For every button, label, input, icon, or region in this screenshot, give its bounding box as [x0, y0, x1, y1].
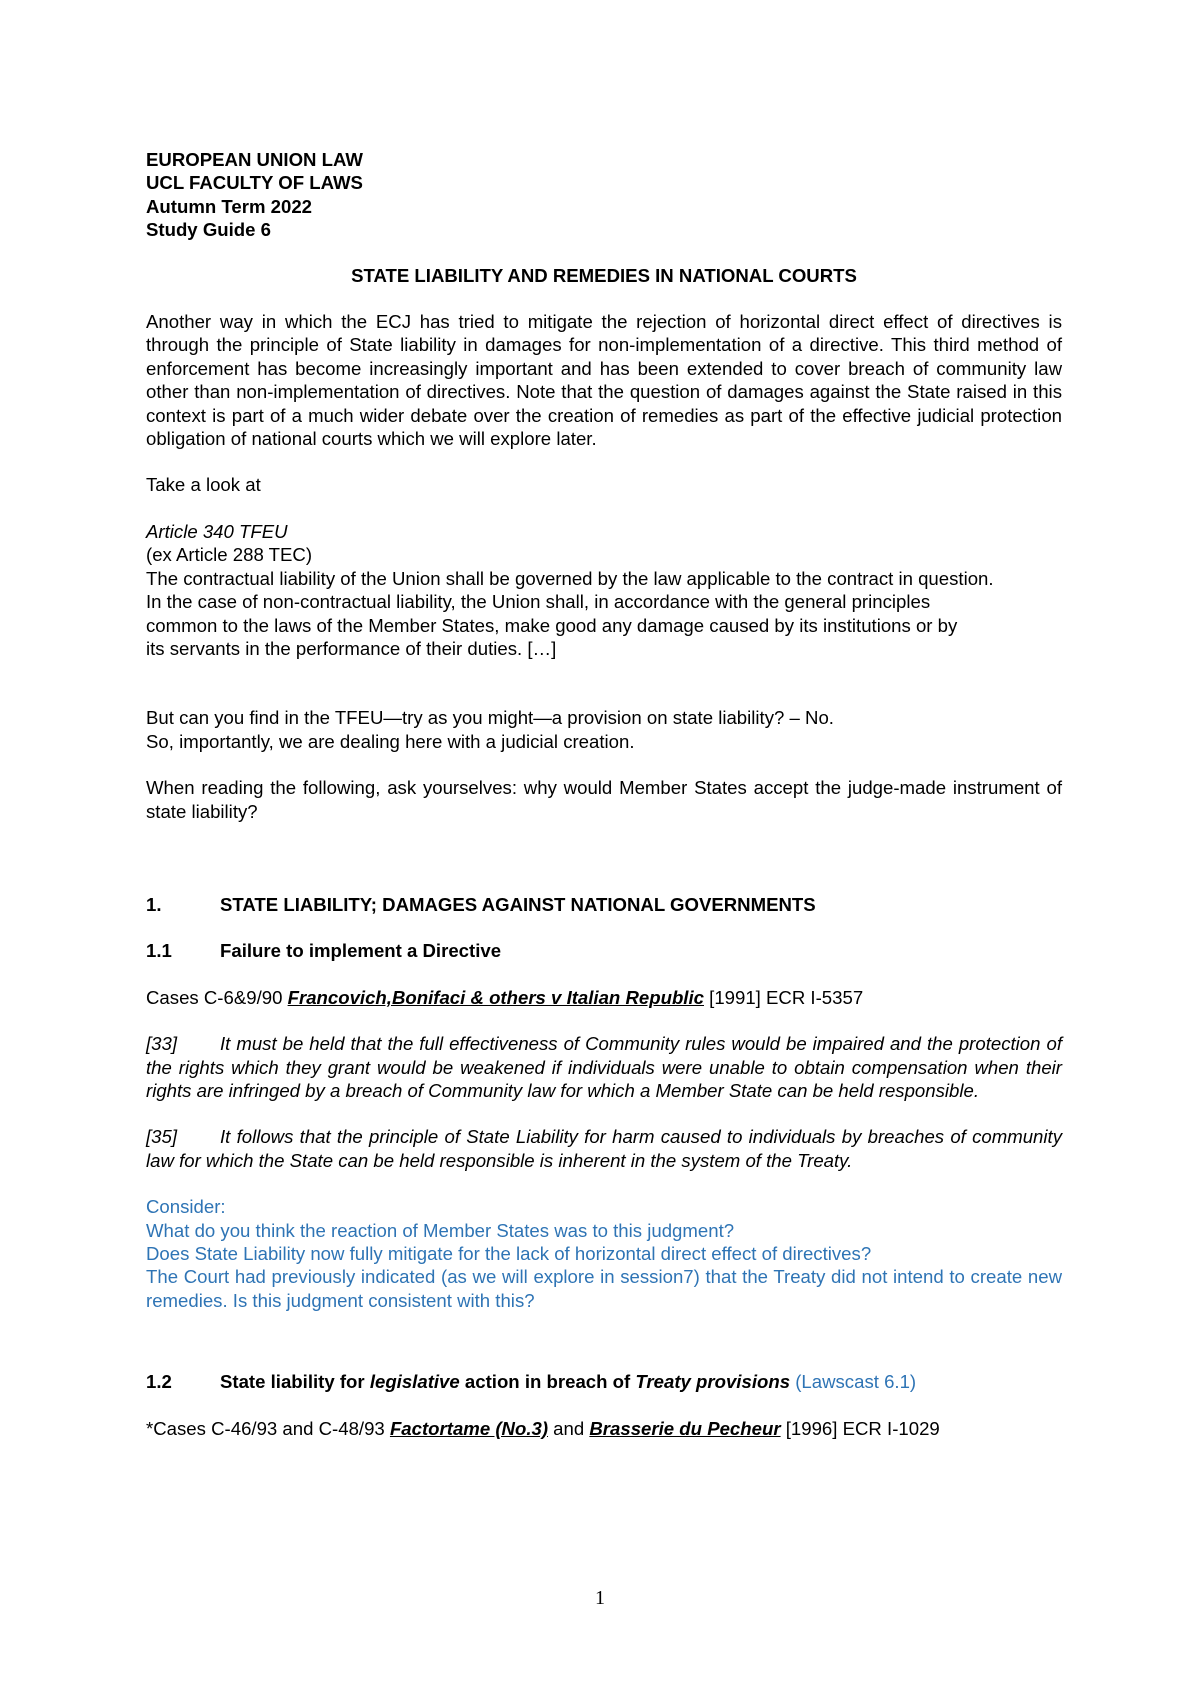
course-title: EUROPEAN UNION LAW	[146, 149, 363, 170]
section-1-1-title: Failure to implement a Directive	[220, 940, 502, 962]
quote-text: It must be held that the full effectiveness of Community rules would be impaired and the protection of the rights which they grant would be weakened if individuals were unable to obtain compensation when their rights are infringed by a breach of Community law for which a Member State can be held responsible.	[146, 1033, 1062, 1101]
factortame-case-name: Factortame (No.3)	[389, 1417, 549, 1439]
section-1-number: 1.	[146, 893, 162, 915]
francovich-quote-35	[146, 1125, 1062, 1172]
judicial-creation-note: So, importantly, we are dealing here with a judicial creation.	[146, 730, 635, 752]
article-340-block	[146, 520, 1062, 660]
quote-text: It follows that the principle of State Liability for harm caused to individuals by breaches of community law for which the State can be held responsible is inherent in the system of the Treaty.	[146, 1126, 1062, 1171]
article-para-1: The contractual liability of the Union shall be governed by the law applicable to the contract in question.	[146, 567, 994, 589]
term: Autumn Term 2022	[146, 195, 313, 217]
intro-paragraph: Another way in which the ECJ has tried to mitigate the rejection of horizontal direct effect of directives is through the principle of State liability in damages for non-implementation of a directive. This third method of enforcement has become increasingly important and has been extended to cover breach of community law other than non-implementation of directives. Note that the question of damages against the State raised in this context is part of a much wider debate over the creation of remedies as part of the effective judicial protection obligation of national courts which we will explore later.	[146, 311, 1062, 450]
article-para-2-line-1: In the case of non-contractual liability, the Union shall, in accordance with the general principles	[146, 591, 931, 613]
section-1-1-number: 1.1	[146, 940, 172, 962]
case-prefix: Cases C-6&9/90	[146, 986, 288, 1008]
consider-question-2: Does State Liability now fully mitigate for the lack of horizontal direct effect of directives?	[146, 1243, 872, 1264]
section-1-2-number: 1.2	[146, 1371, 172, 1393]
consider-block	[146, 1195, 1062, 1312]
page-number: 1	[595, 1587, 605, 1609]
article-para-2-line-2: common to the laws of the Member States, make good any damage caused by its institutions or by	[146, 614, 958, 636]
section-1-2-heading	[146, 1370, 1062, 1393]
case-suffix: [1991] ECR I-5357	[703, 986, 864, 1008]
document-title: STATE LIABILITY AND REMEDIES IN NATIONAL COURTS	[351, 264, 857, 286]
section-1-2-title: State liability for legislative action in breach of Treaty provisions (Lawscast 6.1)	[220, 1371, 917, 1393]
article-ex-reference: (ex Article 288 TEC)	[146, 544, 313, 566]
quote-paragraph-number: [33]	[146, 1033, 178, 1055]
document-page	[146, 148, 1062, 1440]
quote-paragraph-number: [35]	[146, 1126, 178, 1148]
section-1-heading	[146, 893, 1062, 916]
francovich-case-citation	[146, 986, 1062, 1009]
factortame-case-citation: *Cases C-46/93 and C-48/93 Factortame (No.3) and Brasserie du Pecheur [1996] ECR I-1029	[146, 1417, 940, 1439]
article-title: Article 340 TFEU	[146, 520, 288, 542]
section-1-title: STATE LIABILITY; DAMAGES AGAINST NATIONAL GOVERNMENTS	[220, 893, 816, 915]
section-1-1-heading	[146, 939, 1062, 962]
lawscast-reference: (Lawscast 6.1)	[790, 1371, 917, 1393]
consider-label: Consider:	[146, 1196, 226, 1218]
article-para-2-line-3: its servants in the performance of their duties. […]	[146, 637, 557, 659]
faculty-name: UCL FACULTY OF LAWS	[146, 172, 363, 194]
study-guide-number: Study Guide 6	[146, 219, 272, 241]
francovich-case-name: Francovich,Bonifaci & others v Italian Republic	[287, 986, 704, 1008]
consider-question-1: What do you think the reaction of Member States was to this judgment?	[146, 1219, 735, 1241]
take-a-look-text: Take a look at	[146, 474, 261, 496]
reading-question: When reading the following, ask yourselves: why would Member States accept the judge-made instrument of state liability?	[146, 777, 1062, 822]
francovich-quote-33	[146, 1032, 1062, 1102]
consider-question-3: The Court had previously indicated (as we will explore in session7) that the Treaty did not intend to create new remedies. Is this judgment consistent with this?	[146, 1266, 1062, 1311]
question-state-liability: But can you find in the TFEU—try as you might—a provision on state liability? – No.	[146, 707, 834, 729]
brasserie-case-name: Brasserie du Pecheur	[589, 1417, 781, 1439]
